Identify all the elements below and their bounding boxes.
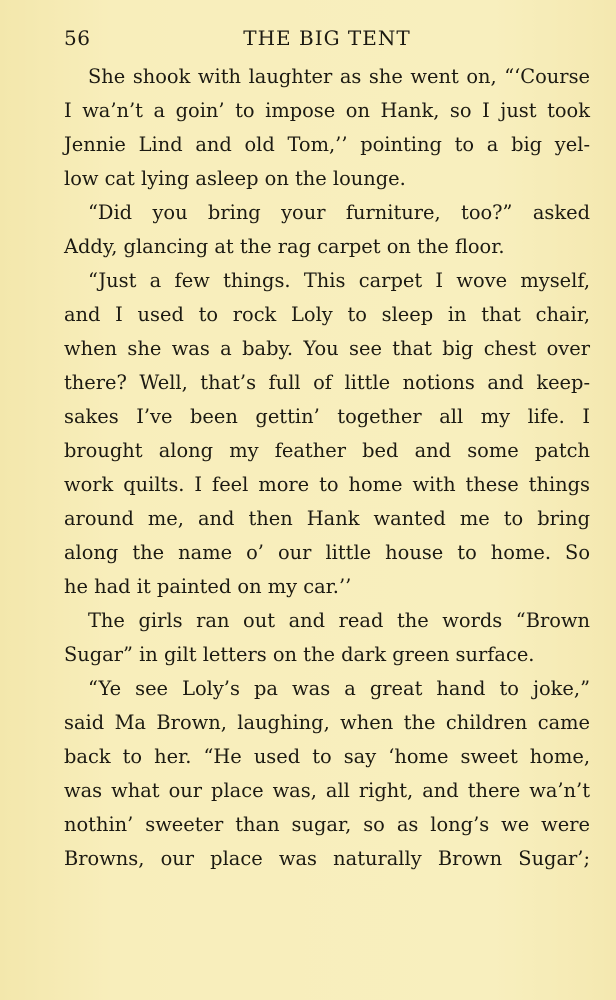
text-line: when she was a baby. You see that big chest over: [64, 337, 590, 360]
page-header: [64, 26, 590, 56]
text-line: there? Well, that’s full of little notions and keep-: [64, 371, 590, 394]
text-line: around me, and then Hank wanted me to bring: [64, 507, 590, 530]
text-line: nothin’ sweeter than sugar, so as long’s we were: [64, 813, 590, 836]
text-line: She shook with laughter as she went on, “‘Course: [88, 65, 590, 88]
text-line: he had it painted on my car.’’: [64, 575, 352, 598]
text-line: said Ma Brown, laughing, when the children came: [64, 711, 590, 734]
text-line: work quilts. I feel more to home with these things: [64, 473, 590, 496]
text-line: Jennie Lind and old Tom,’’ pointing to a big yel-: [64, 133, 590, 156]
page-number: 56: [64, 26, 91, 50]
text-line: along the name o’ our little house to home. So: [64, 541, 590, 564]
text-line: Addy, glancing at the rag carpet on the floor.: [64, 235, 505, 258]
text-line: The girls ran out and read the words “Brown: [88, 609, 590, 632]
text-line: back to her. “He used to say ‘home sweet home,: [64, 745, 590, 768]
text-line: I wa’n’t a goin’ to impose on Hank, so I just took: [64, 99, 590, 122]
text-line: Sugar” in gilt letters on the dark green surface.: [64, 643, 535, 666]
body-text: [64, 60, 590, 876]
running-head: THE BIG TENT: [243, 26, 411, 50]
text-line: sakes I’ve been gettin’ together all my life. I: [64, 405, 590, 428]
text-line: “Ye see Loly’s pa was a great hand to joke,”: [88, 677, 590, 700]
text-line: brought along my feather bed and some patch: [64, 439, 590, 462]
text-line: Browns, our place was naturally Brown Sugar’;: [64, 847, 590, 870]
text-line: low cat lying asleep on the lounge.: [64, 167, 406, 190]
text-line: “Did you bring your furniture, too?” asked: [88, 201, 590, 224]
text-line: “Just a few things. This carpet I wove myself,: [88, 269, 590, 292]
text-line: was what our place was, all right, and there wa’n’t: [64, 779, 590, 802]
text-line: and I used to rock Loly to sleep in that chair,: [64, 303, 590, 326]
